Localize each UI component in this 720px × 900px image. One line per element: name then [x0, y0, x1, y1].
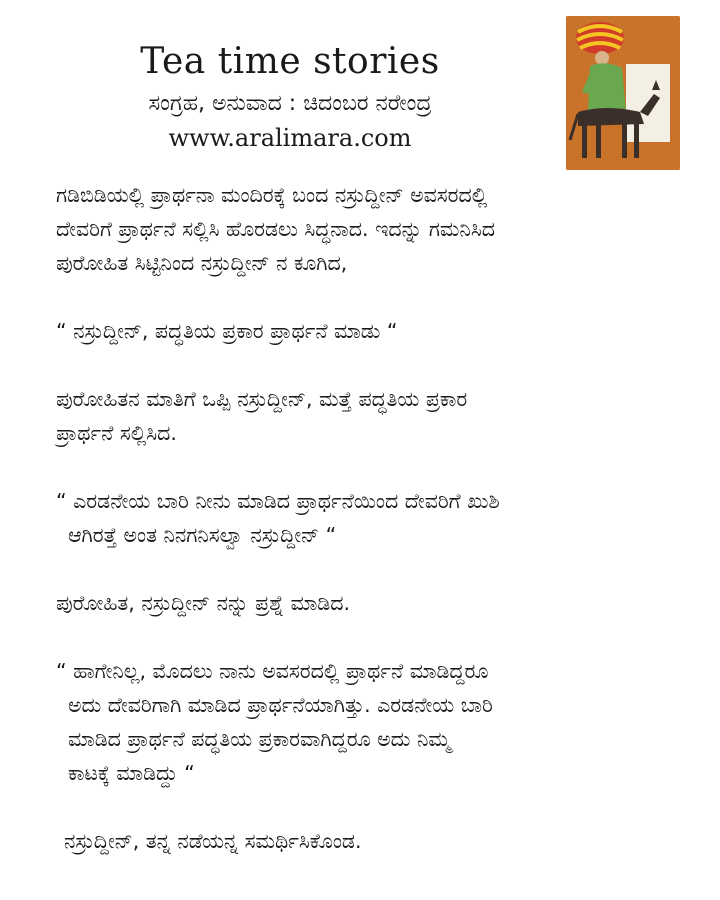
page-subtitle: ಸಂಗ್ರಹ, ಅನುವಾದ : ಚಿದಂಬರ ನರೇಂದ್ರ — [148, 91, 432, 116]
page-title: Tea time stories — [140, 41, 440, 82]
story-paragraph-3: ಪುರೋಹಿತನ ಮಾತಿಗೆ ಒಪ್ಪಿ ನಸ್ರುದ್ದೀನ್, ಮತ್ತೆ ಪದ್ಧತಿಯ ಪ್ರಕಾರ ಪ್ರಾರ್ಥನೆ ಸಲ್ಲಿಸಿದ. — [56, 387, 468, 445]
story-body — [56, 178, 676, 892]
story-paragraph-5: ಪುರೋಹಿತ, ನಸ್ರುದ್ದೀನ್ ನನ್ನು ಪ್ರಶ್ನೆ ಮಾಡಿದ. — [56, 591, 350, 615]
story-paragraph-7: ನಸ್ರುದ್ದೀನ್, ತನ್ನ ನಡೆಯನ್ನ ಸಮರ್ಥಿಸಿಕೊಂಡ. — [64, 829, 362, 853]
story-paragraph-2: “ ನಸ್ರುದ್ದೀನ್, ಪದ್ಧತಿಯ ಪ್ರಕಾರ ಪ್ರಾರ್ಥನೆ ಮಾಡು “ — [56, 319, 398, 343]
website-link[interactable]: www.aralimara.com — [168, 124, 412, 152]
page-header — [60, 38, 520, 154]
story-paragraph-1: ಗಡಿಬಿಡಿಯಲ್ಲಿ ಪ್ರಾರ್ಥನಾ ಮಂದಿರಕ್ಕೆ ಬಂದ ನಸ್ರುದ್ದೀನ್ ಅವಸರದಲ್ಲಿ ದೇವರಿಗೆ ಪ್ರಾರ್ಥನೆ ಸಲ್ಲಿಸಿ ಹೊರಡಲು ಸಿದ್ಧನಾದ. ಇದನ್ನು ಗಮನಿಸಿದ ಪುರೋಹಿತ ಸಿಟ್ಟಿನಿಂದ ನಸ್ರುದ್ದೀನ್ ನ ಕೂಗಿದ, — [56, 183, 495, 275]
story-paragraph-4: “ ಎರಡನೇಯ ಬಾರಿ ನೀನು ಮಾಡಿದ ಪ್ರಾರ್ಥನೆಯಿಂದ ದೇವರಿಗೆ ಖುಶಿ ಆಗಿರತ್ತೆ ಅಂತ ನಿನಗನಿಸಲ್ವಾ ನಸ್ರುದ್ದೀನ್ “ — [56, 489, 500, 547]
man-on-donkey-illustration-icon — [566, 16, 680, 170]
cover-image — [566, 16, 680, 170]
story-paragraph-6: “ ಹಾಗೇನಿಲ್ಲ, ಮೊದಲು ನಾನು ಅವಸರದಲ್ಲಿ ಪ್ರಾರ್ಥನೆ ಮಾಡಿದ್ದರೂ ಅದು ದೇವರಿಗಾಗಿ ಮಾಡಿದ ಪ್ರಾರ್ಥನೆಯಾಗಿತ್ತು. ಎರಡನೇಯ ಬಾರಿ ಮಾಡಿದ ಪ್ರಾರ್ಥನೆ ಪದ್ಧತಿಯ ಪ್ರಕಾರವಾಗಿದ್ದರೂ ಅದು ನಿಮ್ಮ ಕಾಟಕ್ಕೆ ಮಾಡಿದ್ದು “ — [56, 659, 493, 785]
